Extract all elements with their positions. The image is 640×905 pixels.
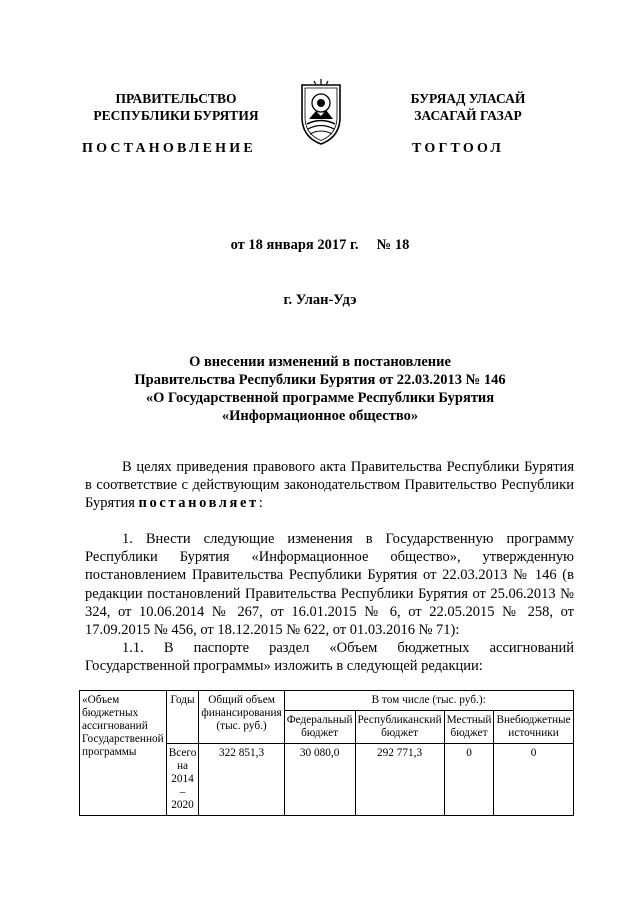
header-left-line1: ПРАВИТЕЛЬСТВО	[115, 91, 237, 106]
cell-year: Всего на 2014 – 2020	[166, 744, 199, 816]
col-header-including: В том числе (тыс. руб.):	[284, 691, 573, 711]
title-line-3: «О Государственной программе Республики Бурятия	[145, 390, 495, 406]
header-left-line2: РЕСПУБЛИКИ БУРЯТИЯ	[93, 108, 259, 123]
cell-extra: 0	[494, 744, 573, 816]
cell-federal: 30 080,0	[284, 744, 355, 816]
cell-local: 0	[444, 744, 494, 816]
budget-allocation-table	[79, 690, 574, 816]
title-line-2: Правительства Республики Бурятия от 22.03.2013 № 146	[134, 372, 506, 388]
header-right	[384, 90, 552, 124]
date-number: от 18 января 2017 г. № 18	[230, 237, 410, 253]
cell-republic: 292 771,3	[355, 744, 444, 816]
preamble-paragraph	[85, 458, 574, 513]
document-title	[0, 353, 640, 425]
preamble-colon: :	[258, 495, 263, 512]
col-header-federal: Федеральный бюджет	[284, 711, 355, 744]
title-line-4: «Информационное общество»	[221, 408, 419, 424]
item-1-1-text: 1.1. В паспорте раздел «Объем бюджетных ассигнований Государственной программы» изложить в следующей редакции:	[85, 640, 574, 675]
act-type-russian: ПОСТАНОВЛЕНИЕ	[82, 141, 256, 156]
title-line-1: О внесении изменений в постановление	[189, 354, 451, 370]
header-right-line1: БУРЯАД УЛАСАЙ	[410, 91, 526, 106]
col-header-local: Местный бюджет	[444, 711, 494, 744]
coat-of-arms-icon	[296, 77, 346, 147]
col-header-extra: Внебюджетные источники	[494, 711, 573, 744]
decree-word: постановляет	[138, 495, 259, 512]
col-header-years: Годы	[166, 691, 199, 744]
header-right-line2: ЗАСАГАЙ ГАЗАР	[414, 108, 522, 123]
city: г. Улан-Удэ	[283, 292, 357, 308]
cell-total: 322 851,3	[199, 744, 284, 816]
preamble-text: В целях приведения правового акта Правительства Республики Бурятия в соответствие с действующим законодательством Правительство Республики Бурятия	[85, 459, 574, 512]
item-1-text: 1. Внести следующие изменения в Государственную программу Республики Бурятия «Информационное общество», утвержденную постановлением Правительства Республики Бурятия от 22.03.2013 № 146 (в редакции постановлений Правительства Республики Бурятия от 25.06.2013 № 324, от 10.06.2014 № 267, от 16.01.2015 № 6, от 22.05.2015 № 258, от 17.09.2015 № 456, от 18.12.2015 № 622, от 01.03.2016 № 71):	[85, 531, 574, 639]
col-header-republic: Республиканский бюджет	[355, 711, 444, 744]
row-label-cell: «Объем бюджетных ассигнований Государственной программы	[80, 691, 167, 816]
table-header-row	[80, 691, 574, 711]
item-1-paragraph	[85, 530, 574, 676]
act-type-buryat: ТОГТООЛ	[412, 141, 505, 156]
col-header-total: Общий объем финансирования (тыс. руб.)	[199, 691, 284, 744]
header-left	[78, 90, 274, 124]
